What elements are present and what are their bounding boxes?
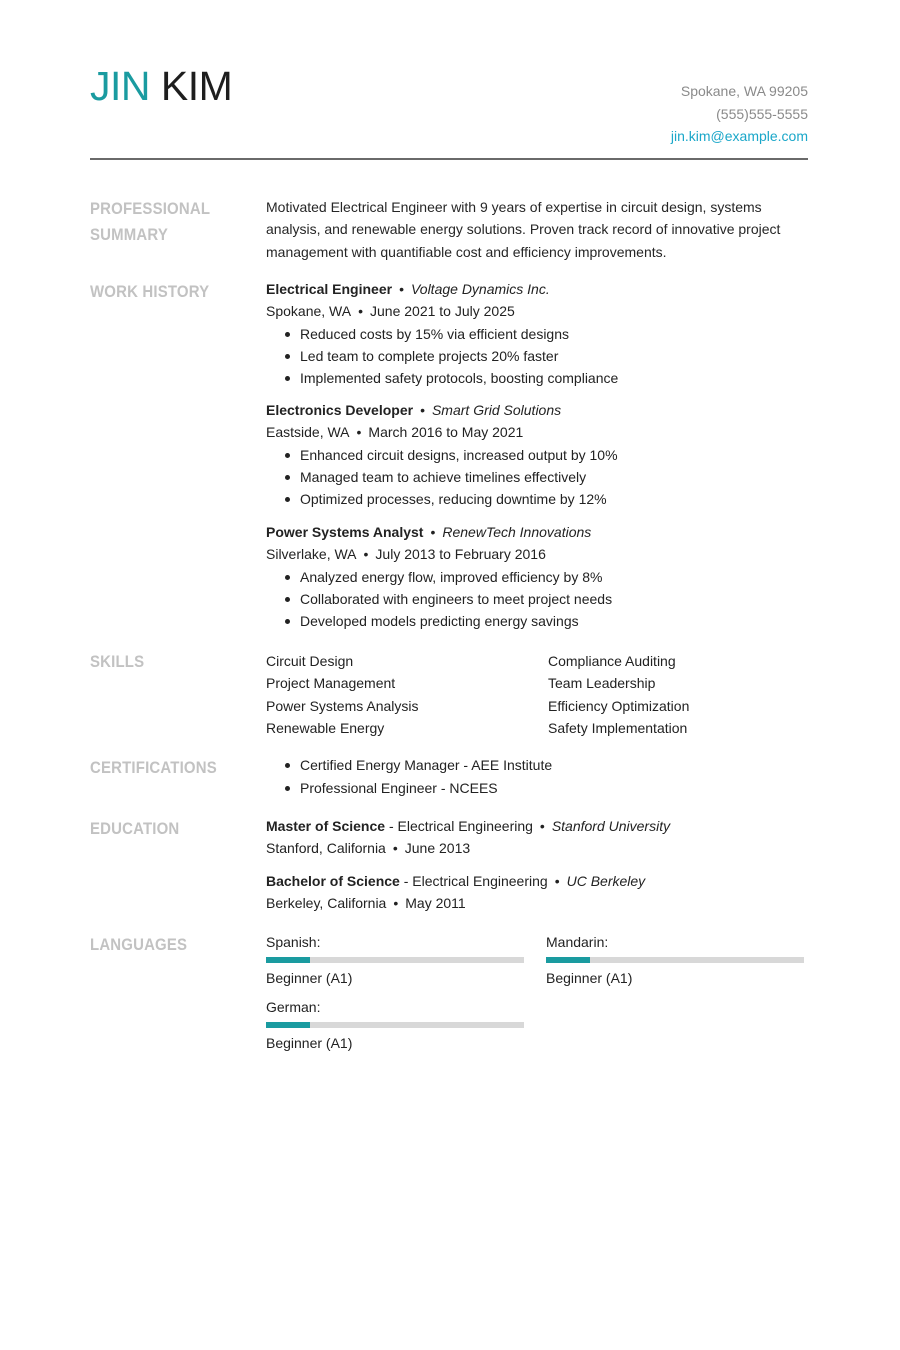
phone: (555)555-5555 (716, 105, 808, 122)
header-divider (90, 158, 808, 160)
job-header (266, 278, 811, 300)
separator-dot: • (420, 402, 425, 418)
job-bullet: Developed models predicting energy savings (266, 610, 811, 632)
proficiency-bar (266, 957, 524, 963)
education-location: Berkeley, California (266, 895, 387, 912)
skills-column-left (266, 650, 419, 739)
job-entry (266, 278, 811, 389)
separator-dot: • (356, 424, 362, 441)
job-bullets (266, 566, 811, 633)
education-meta (266, 892, 811, 914)
section-label-certifications: CERTIFICATIONS (90, 758, 217, 777)
education-entry (266, 870, 811, 915)
job-header (266, 399, 811, 421)
job-dates: June 2021 to July 2025 (370, 303, 515, 320)
language-name: German: (266, 999, 321, 1015)
separator-dot: • (358, 303, 363, 320)
section-label-education: EDUCATION (90, 819, 180, 838)
education-date: May 2011 (405, 895, 466, 912)
job-bullet: Collaborated with engineers to meet project needs (266, 588, 811, 610)
separator-dot: • (554, 873, 560, 889)
first-name: JIN (90, 63, 150, 109)
proficiency-level: Beginner (A1) (266, 970, 353, 986)
degree: Master of Science (266, 818, 386, 834)
skill-item: Compliance Auditing (548, 653, 676, 669)
skill-item: Efficiency Optimization (548, 697, 690, 714)
contact-block (671, 80, 808, 148)
section-label-skills: SKILLS (90, 652, 145, 671)
job-location: Spokane, WA (266, 303, 352, 320)
skill-item: Power Systems Analysis (266, 697, 419, 714)
job-title: Electrical Engineer (266, 281, 393, 297)
job-meta (266, 421, 811, 443)
job-title: Power Systems Analyst (266, 524, 424, 540)
school: UC Berkeley (566, 873, 646, 889)
education-meta (266, 837, 811, 859)
job-bullet: Enhanced circuit designs, increased output by 10% (266, 444, 811, 466)
job-bullet: Analyzed energy flow, improved efficiency by 8% (266, 566, 811, 588)
separator-dot: • (392, 840, 398, 857)
proficiency-bar (546, 957, 804, 963)
section-label-summary: PROFESSIONAL SUMMARY (90, 199, 210, 244)
job-meta (266, 543, 811, 565)
school: Stanford University (551, 818, 671, 834)
separator-dot: • (393, 895, 399, 912)
candidate-name (90, 62, 232, 110)
job-bullet: Managed team to achieve timelines effectively (266, 466, 811, 488)
job-title: Electronics Developer (266, 402, 414, 418)
education-entry (266, 815, 811, 860)
language-item (266, 933, 524, 987)
proficiency-fill (266, 957, 310, 963)
separator-dot: • (430, 524, 436, 540)
language-name: Spanish: (266, 934, 321, 950)
job-location: Eastside, WA (266, 424, 350, 441)
job-bullet: Led team to complete projects 20% faster (266, 345, 811, 367)
certifications-list (266, 754, 811, 800)
separator-dot: • (363, 546, 369, 563)
proficiency-fill (266, 1022, 310, 1028)
address: Spokane, WA 99205 (680, 83, 808, 99)
job-company: Voltage Dynamics Inc. (410, 281, 550, 297)
proficiency-level: Beginner (A1) (546, 970, 633, 986)
job-meta (266, 300, 811, 322)
job-bullet: Implemented safety protocols, boosting compliance (266, 367, 811, 389)
proficiency-level: Beginner (A1) (266, 1035, 353, 1051)
education-header (266, 815, 811, 837)
job-header (266, 521, 811, 543)
language-item (546, 933, 804, 987)
summary-text: Motivated Electrical Engineer with 9 years of expertise in circuit design, systems analysis, and renewable energy solutions. Proven track record of innovative project management with quantifiable cost and efficiency improvements. (266, 199, 781, 260)
certification-item: Certified Energy Manager - AEE Institute (266, 754, 811, 777)
education-date: June 2013 (404, 840, 471, 857)
skill-item: Team Leadership (548, 675, 656, 692)
section-label-languages: LANGUAGES (90, 935, 188, 954)
skill-item: Project Management (266, 675, 396, 692)
section-label-work-history: WORK HISTORY (90, 282, 210, 301)
job-entry (266, 521, 811, 632)
education-header (266, 870, 811, 892)
degree: Bachelor of Science (266, 873, 400, 889)
field-of-study: - Electrical Engineering (388, 818, 533, 834)
education-location: Stanford, California (266, 840, 386, 857)
language-item (266, 998, 524, 1052)
job-bullet: Reduced costs by 15% via efficient designs (266, 323, 811, 345)
job-dates: March 2016 to May 2021 (368, 424, 524, 441)
proficiency-bar (266, 1022, 524, 1028)
separator-dot: • (399, 281, 404, 297)
separator-dot: • (539, 818, 545, 834)
skill-item: Renewable Energy (266, 719, 385, 736)
job-bullets (266, 323, 811, 390)
field-of-study: - Electrical Engineering (403, 873, 548, 889)
job-entry (266, 399, 811, 510)
last-name: KIM (160, 63, 233, 109)
job-bullets (266, 444, 811, 511)
job-dates: July 2013 to February 2016 (375, 546, 546, 563)
certification-item: Professional Engineer - NCEES (266, 777, 811, 800)
language-name: Mandarin: (546, 934, 609, 950)
skills-column-right (548, 650, 689, 739)
job-company: Smart Grid Solutions (431, 402, 562, 418)
skill-item: Safety Implementation (548, 719, 688, 736)
skill-item: Circuit Design (266, 653, 354, 669)
job-location: Silverlake, WA (266, 546, 357, 563)
job-bullet: Optimized processes, reducing downtime by 12% (266, 488, 811, 510)
proficiency-fill (546, 957, 590, 963)
job-company: RenewTech Innovations (442, 524, 592, 540)
email-link[interactable]: jin.kim@example.com (670, 128, 808, 144)
